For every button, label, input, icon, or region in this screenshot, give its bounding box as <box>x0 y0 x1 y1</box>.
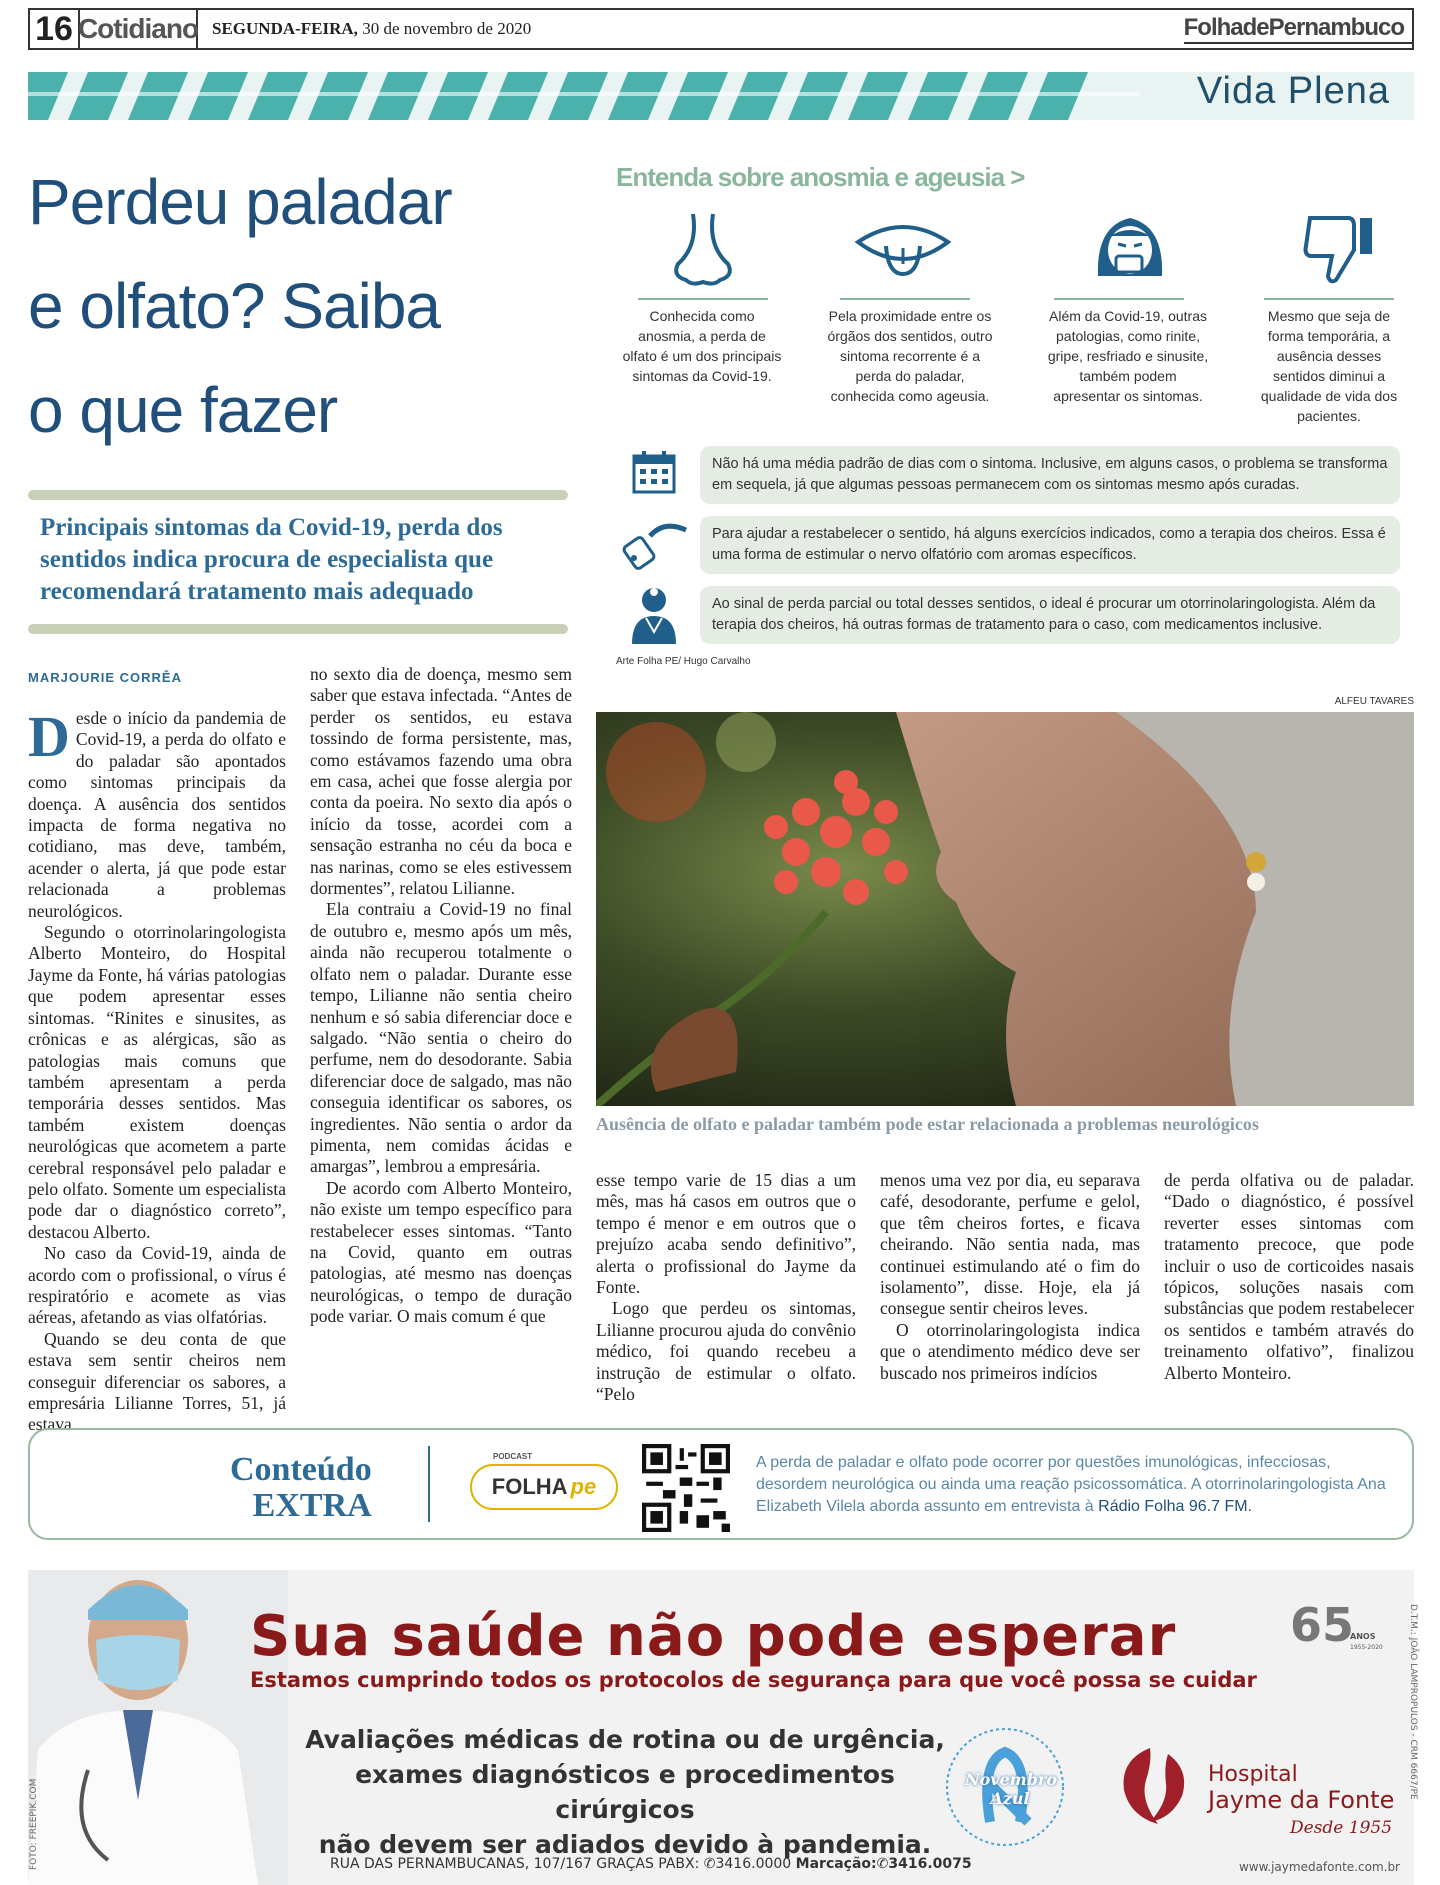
headline: Perdeu paladar e olfato? Saiba o que fazer <box>28 166 452 446</box>
info-text: Mesmo que seja de forma temporária, a ausência desses sentidos diminui a qualidade de vida dos pacientes. <box>1260 308 1398 424</box>
note-box: Não há uma média padrão de dias com o sintoma. Inclusive, em alguns casos, o problema se transforma em sequela, já que algumas pessoas permanecem com os sintomas mesmo após curadas. <box>700 446 1400 504</box>
article-column-4: menos uma vez por dia, eu separava café, desodorante, perfume e gelol, que têm cheiros fortes, e ficava cheirando. Não sentia nada, mas continuei estimulando até o fim do isolamento”, disse. Hoje, ela já consegue sentir cheiros leves. O otorrinolaringologista indica que o atendimento médico deve ser buscado nos primeiros indícios <box>880 1170 1140 1383</box>
sneezing-woman-icon <box>1090 206 1170 286</box>
photo-caption: Ausência de olfato e paladar também pode estar relacionada a problemas neurológicos <box>596 1114 1259 1134</box>
podcast-logo[interactable]: FOLHA pe PODCAST <box>470 1464 618 1510</box>
note-box: Para ajudar a restabelecer o sentido, há alguns exercícios indicados, como a terapia dos cheiros. Essa é uma forma de estimular o nervo olfatório com aromas específicos. <box>700 516 1400 574</box>
divider-line <box>840 298 970 300</box>
info-text: Além da Covid-19, outras patologias, como rinite, gripe, resfriado e sinusite, também podem apresentar os sintomas. <box>1047 308 1209 404</box>
technical-director: D.T.M.: JOÃO LAMPROPULOS - CRM 6667/PE <box>1408 1604 1418 1800</box>
ad-subhead: Estamos cumprindo todos os protocolos de segurança para que você possa se cuidar <box>250 1668 1257 1692</box>
byline: MARJOURIE CORRÊA <box>28 670 182 685</box>
radio-link[interactable]: Rádio Folha 96.7 FM. <box>1098 1498 1252 1515</box>
thumbs-down-icon <box>1300 210 1380 290</box>
hospital-logo-icon <box>1110 1740 1200 1830</box>
tongue-icon <box>848 212 958 292</box>
qr-code[interactable] <box>642 1444 730 1532</box>
photo-credit: ALFEU TAVARES <box>1334 696 1414 707</box>
page-number: 16 <box>30 10 80 48</box>
calendar-icon <box>630 448 678 496</box>
doctor-photo <box>28 1570 288 1885</box>
divider-line <box>1264 298 1394 300</box>
page-header <box>28 8 1414 50</box>
hospital-name-1: Hospital <box>1208 1762 1298 1787</box>
hospital-since: Desde 1955 <box>1290 1818 1393 1838</box>
divider-line <box>1054 298 1184 300</box>
article-column-2: no sexto dia de doença, mesmo sem saber que estava infectada. “Antes de perder os sentidos, eu estava tossindo de forma persistente, mas, como estávamos fazendo uma obra em casa, achei que fosse alergia por conta da poeira. No sexto dia após o início da tosse, acordei com a sensação estranha no céu da boca e nas narinas, como se eles estivessem dormentes”, relatou Lilianne. Ela contraiu a Covid-19 no final de outubro e, mesmo após um mês, ainda não recuperou totalmente o olfato nem o paladar. Durante esse tempo, Lilianne não sentia cheiro nenhum e só sabia diferenciar doce e salgado. “Não sentia o cheiro do perfume, nem do desodorante. Sabia diferenciar doce de salgado, mas não conseguia identificar os sabores, os ingredientes. Não sentia o ardor da pimenta, nem comidas ácidas e amargas”, lembrou a empresária. De acordo com Alberto Monteiro, não existe um tempo específico para restabelecer esses sintomas. “Tanto na Covid, quanto em outras patologias, até mesmo nas doenças neurológicas, o tempo de duração pode variar. O mais comum é que <box>310 664 572 1327</box>
section-name: Cotidiano <box>80 10 198 48</box>
doctor-icon <box>628 584 680 646</box>
hospital-name-2: Jayme da Fonte <box>1208 1786 1395 1814</box>
art-credit: Arte Folha PE/ Hugo Carvalho <box>616 656 751 667</box>
newspaper-brand: FolhadePernambuco <box>1184 14 1412 44</box>
nose-icon <box>648 206 758 296</box>
ad-address: RUA DAS PERNAMBUCANAS, 107/167 GRAÇAS PABX: ✆3416.0000 Marcação:✆3416.0075 <box>330 1856 972 1872</box>
ribbon-text: Novembro Azul <box>965 1770 1057 1808</box>
photo-credit-ad: FOTO: FREEPIK.COM <box>29 1778 39 1870</box>
anniversary-badge: 65 ANOS 1955-2020 <box>1290 1598 1383 1652</box>
edition-date: SEGUNDA-FEIRA, 30 de novembro de 2020 <box>212 19 532 38</box>
infographic-title: Entenda sobre anosmia e ageusia > <box>616 162 1025 192</box>
drop-cap: D <box>28 704 70 769</box>
hospital-url[interactable]: www.jaymedafonte.com.br <box>1238 1860 1400 1874</box>
article-column-1: Desde o início da pandemia de Covid-19, a perda do olfato e do paladar são apontados como sintomas principais da doença. A ausência dos sentidos impacta de forma negativa no cotidiano, mas deve, também, acender o alerta, já que pode estar relacionada a problemas neurológicos. Segundo o otorrinolaringologista Alberto Monteiro, do Hospital Jayme da Fonte, há várias patologias que podem apresentar esses sintomas. “Rinites e sinusites, as crônicas e as alérgicas, são as patologias mais comuns que também apresentam a perda temporária desses sentidos. Mas também existem doenças neurológicas que acometem a parte cerebral responsável pelo paladar e pelo olfato. Somente um especialista pode dar o diagnóstico correto”, destacou Alberto. No caso da Covid-19, ainda de acordo com o profissional, o vírus é respiratório e acomete as vias aéreas, afetando as vias olfatórias. Quando se deu conta de que estava sem sentir cheiros nem conseguir diferenciar os sabores, a empresária Lilianne Torres, 51, já estava <box>28 704 286 1435</box>
article-column-5: de perda olfativa ou de paladar. “Dado o diagnóstico, é possível reverter esses sintomas com tratamento precoce, que pode incluir o uso de corticoides nasais tópicos, soluções nasais com substâncias que podem restabelecer os sentidos e também através do treinamento olfativo”, finalizou Alberto Monteiro. <box>1164 1170 1414 1383</box>
info-text: Pela proximidade entre os órgãos dos sentidos, outro sintoma recorrente é a perda do paladar, conhecida como ageusia. <box>827 308 993 404</box>
article-column-3: esse tempo varie de 15 dias a um mês, mas há casos em outros que o tempo é menor e em outros que o prejuízo acaba sendo definitivo”, alerta o profissional do Jayme da Fonte. Logo que perdeu os sintomas, Lilianne procurou ajuda do convênio médico, foi quando recebeu a instrução de estimular o olfato. “Pelo <box>596 1170 856 1405</box>
main-photo <box>596 712 1414 1106</box>
section-tag: Vida Plena <box>1196 70 1390 112</box>
divider-line <box>428 1446 430 1522</box>
subtitle: Principais sintomas da Covid-19, perda dos sentidos indica procura de especialista que recomendará tratamento mais adequado <box>40 514 503 605</box>
ad-body: Avaliações médicas de rotina ou de urgência, exames diagnósticos e procedimentos cirúrgicos não devem ser adiados devido à pandemia. <box>305 1725 945 1859</box>
note-box: Ao sinal de perda parcial ou total desses sentidos, o ideal é procurar um otorrinolaringologista. Além da terapia dos cheiros, há outras formas de tratamento para o caso, com medicamentos inclusive. <box>700 586 1400 644</box>
perfume-bottle-icon <box>620 518 690 570</box>
divider-line <box>638 298 768 300</box>
extra-title: Conteúdo EXTRA <box>230 1451 372 1524</box>
divider-top <box>28 490 568 500</box>
ad-headline: Sua saúde não pode esperar <box>250 1604 1177 1669</box>
info-text: Conhecida como anosmia, a perda de olfato é um dos principais sintomas da Covid-19. <box>622 308 782 384</box>
extra-text: A perda de paladar e olfato pode ocorrer por questões imunológicas, infecciosas, desordem neurológica ou ainda uma reação psicossomática. A otorrinolaringologista Ana Elizabeth Vilela aborda assunto em entrevista à Rádio Folha 96.7 FM. <box>756 1454 1386 1515</box>
divider-bottom <box>28 624 568 634</box>
